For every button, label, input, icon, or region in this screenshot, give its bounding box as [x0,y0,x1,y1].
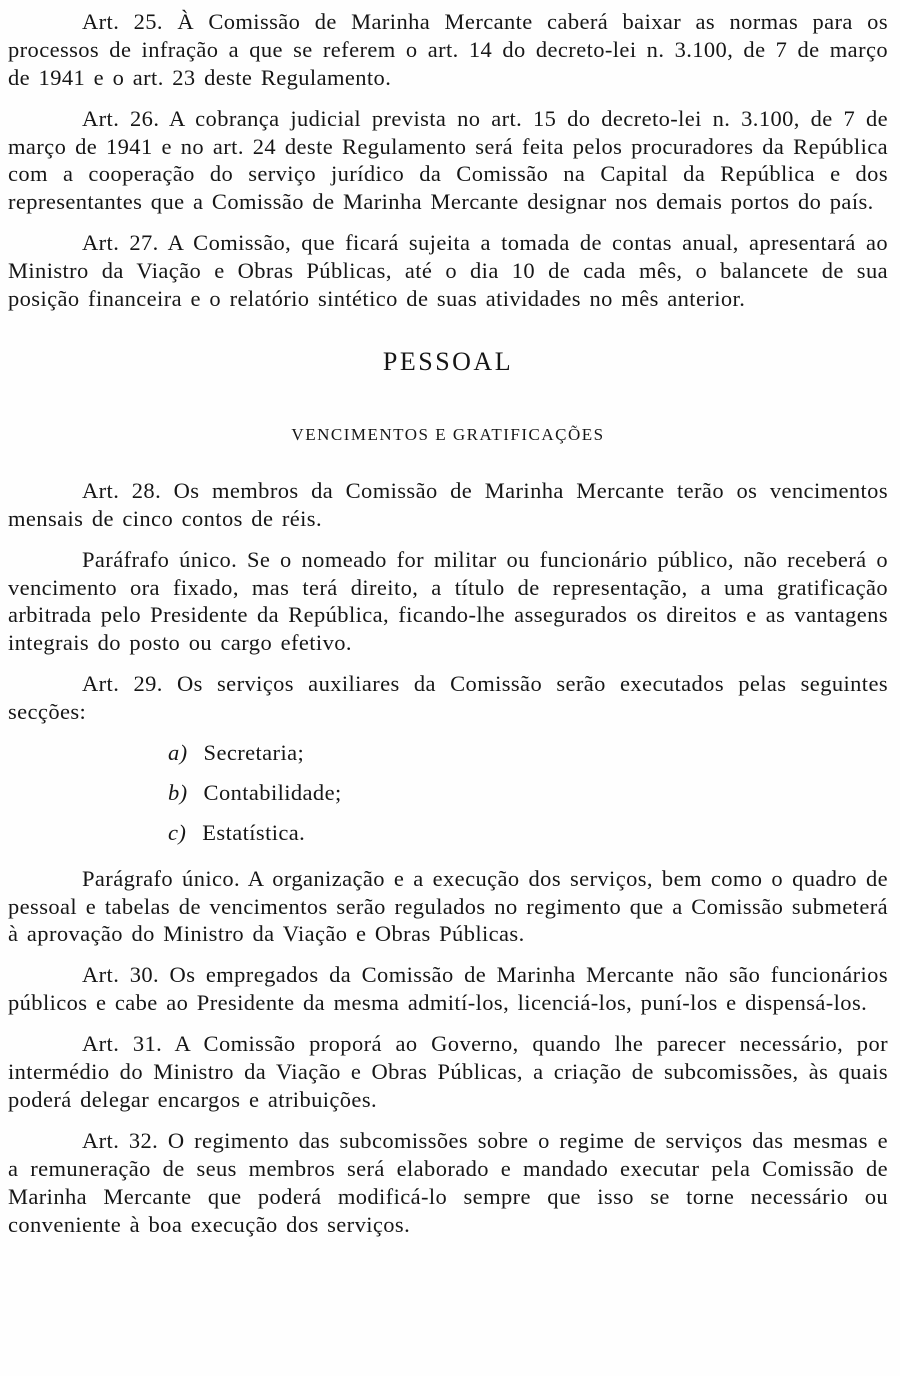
subsection-heading-vencimentos-gratificacoes: VENCIMENTOS E GRATIFICAÇÕES [291,424,605,444]
paragraph-art-32: Art. 32. O regimento das subcomissões sobre o regime de serviços das mesmas e a remuneração de seus membros será elaborado e mandado executar pela Comissão de Marinha Mercante que poderá modificá-lo sempre que isso se torne necessário ou conveniente à boa execução dos serviços. [8,1127,888,1237]
paragraph-art-27: Art. 27. A Comissão, que ficará sujeita a tomada de contas anual, apresentará ao Ministro da Viação e Obras Públicas, até o dia 10 de cada mês, o balancete de sua posição financeira e o relatório sintético de suas atividades no mês anterior. [8,230,888,312]
list-item-marker: b) [168,779,188,805]
sections-list [168,739,888,847]
list-item-secretaria [168,739,888,767]
list-item-marker: a) [168,740,188,766]
paragraph-art-26: Art. 26. A cobrança judicial prevista no art. 15 do decreto-lei n. 3.100, de 7 de março de 1941 e no art. 24 deste Regulamento será feita pelos procuradores da República com a cooperação do serviço jurídico da Comissão na Capital da República e dos representantes que a Comissão de Marinha Mercante designar nos demais portos do país. [8,105,888,215]
paragraph-art-28: Art. 28. Os membros da Comissão de Marinha Mercante terão os vencimentos mensais de cinco contos de réis. [8,477,888,531]
paragraph-art-30: Art. 30. Os empregados da Comissão de Marinha Mercante não são funcionários públicos e cabe ao Presidente da mesma admití-los, licenciá-los, puní-los e dispensá-los. [8,962,888,1016]
paragraph-art-29: Art. 29. Os serviços auxiliares da Comissão serão executados pelas seguintes secções: [8,671,888,725]
list-item-label: Contabilidade; [203,779,342,805]
list-item-marker: c) [168,819,187,845]
list-item-label: Estatística. [202,819,306,845]
paragraph-art-28-paragrafo-unico: Paráfrafo único. Se o nomeado for militar ou funcionário público, não receberá o vencimento ora fixado, mas terá direito, a título de representação, a uma gratificação arbitrada pelo Presidente da República, ficando-lhe assegurados os direitos e as vantagens integrais do posto ou cargo efetivo. [8,546,888,656]
paragraph-art-31: Art. 31. A Comissão proporá ao Governo, quando lhe parecer necessário, por intermédio do Ministro da Viação e Obras Públicas, a criação de subcomissões, às quais poderá delegar encargos e atribuições. [8,1031,888,1112]
list-item-label: Secretaria; [203,740,305,766]
list-item-contabilidade [168,779,888,807]
paragraph-art-29-paragrafo-unico: Parágrafo único. A organização e a execução dos serviços, bem como o quadro de pessoal e tabelas de vencimentos serão regulados no regimento que a Comissão submeterá à aprovação do Ministro da Viação e Obras Públicas. [8,865,888,947]
list-item-estatistica [168,819,888,847]
paragraph-art-25: Art. 25. À Comissão de Marinha Mercante caberá baixar as normas para os processos de infração a que se referem o art. 14 do decreto-lei n. 3.100, de 7 de março de 1941 e o art. 23 deste Regulamento. [8,9,888,90]
section-heading-pessoal: PESSOAL [382,346,514,376]
